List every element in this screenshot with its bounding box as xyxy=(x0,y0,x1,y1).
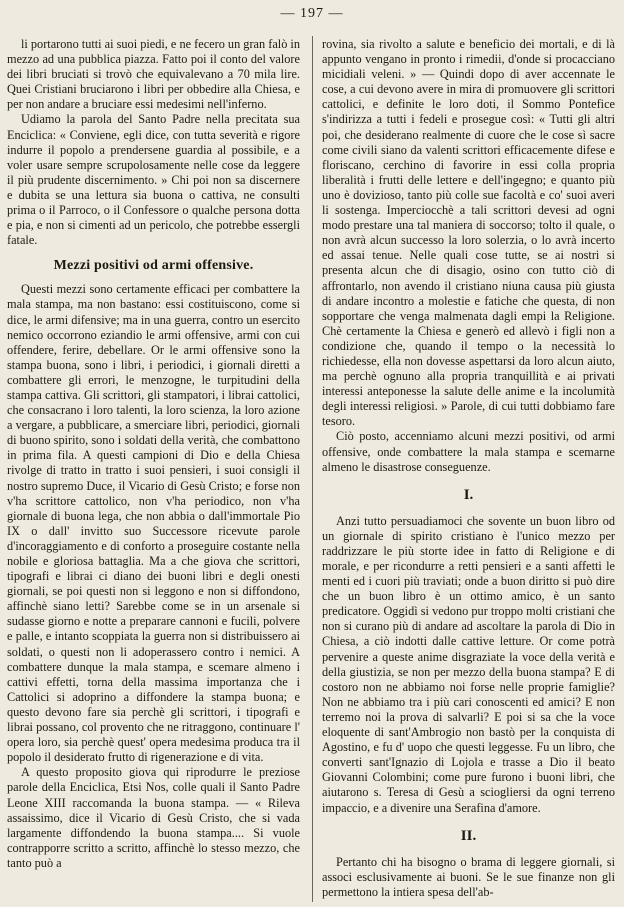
paragraph: rovina, sia rivolto a salute e beneficio dei mortali, e di là appunto vengano in pronto i rimedii, d'onde si procacciano micidiali veleni. » — Quindi dopo di aver accennate le cose, a cui devono avere in mira di promuovere gli scrittori cattolici, e definite le loro doti, il Sommo Pontefice s'indirizza a tutti i fedeli e prosegue così: « Tutti gli altri poi, che desiderano realmente di cuore che le cose sì sacre come civili siano da valenti scrittori efficacemente difese e floriscano, cerchino di favorire in essi colla propria liberalità i frutti delle lettere e dell'ingegno; e quanto più uno è dovizioso, tanto più colle sue facoltà e co' suoi averi li sostenga. Imperciocchè a tali scrittori devesi ad ogni modo prestare una tal maniera di soccorso; tolto il quale, o non avrà alcun successo la loro solerzia, o lo avrà incerto ed assai tenue. Nelle quali cose tutte, se ai nostri si presenta alcun che di disagio, osino con tutto ciò di affrontarlo, non avendo il cristiano niuna causa più giusta di andare incontro a molestie e fatiche che questa, di non sopportare che venga malmenata dagli empi la Religione. Chè certamente la Chiesa e generò ed allevò i figli non a condizione che, quando il tempo o la necessità lo richiedesse, ella non dovesse aspettarsi da loro alcun aiuto, ma perchè ognuno alla propria tranquillità e ai privati interessi anteponesse la salute delle anime e la incolumità degli interessi religiosi. » Parole, di cui tutti dobbiamo fare tesoro. xyxy=(322,37,615,429)
section-heading: Mezzi positivi od armi offensive. xyxy=(53,258,254,274)
section-number: II. xyxy=(460,827,477,844)
column-divider xyxy=(312,36,313,902)
paragraph: Questi mezzi sono certamente efficaci per combattere la mala stampa, ma non bastano: essi costituiscono, come si dice, le armi difensive; ma in una guerra, contro un esercito nemico occorrono eziandio le armi offensive, armi con cui offendere, ferire, debellare. Or le armi offensive sono la stampa buona, sono i libri, i periodici, i giornali diretti a combattere gli errori, le menzogne, le turpitudini della stampa cattiva. Gli scrittori, gli stampatori, i librai cattolici, che consacrano i loro talenti, la loro scienza, la loro azione a vergare, a pubblicare, a smerciare libri, periodici, giornali di buono spirito, sono i soldati della verità, che combattono in prima fila. A questi campioni di Dio e della Chiesa rivolge di tratto in tratto i suoi pensieri, i suoi consigli il nostro supremo Duce, il Vicario di Gesù Cristo; e forse non v'ha scrittore cattolico, non v'ha periodico, non v'ha giornale di buona lega, che non abbia o dall'immortale Pio IX o dall' invitto suo Successore ricevute parole d'incoraggiamento e di conforto a proseguire costante nella nobile e gloriosa battaglia. Ma a che giova che scrittori, tipografi e librai ci diano dei buoni libri e degli onesti giornali, se poi questi non si leggono e non si diffondono, affinchè siano letti? Sarebbe come se in un arsenale si sudasse giorno e notte a preparare cannoni e fucili, polvere e palle, e intanto scoppiata la guerra non si distribuissero ai soldati, o questi non li adoperassero contro i nemici. A combattere dunque la mala stampa, e scemare almeno i cattivi effetti, torna della massima importanza che i Cattolici si adoprino a diffondere la stampa buona; e questo devono fare sia perchè gli scrittori, i tipografi e librai possano, col provento che ne ritraggono, continuare l' opera loro, sia perchè quest' opera medesima produca tra il popolo il desiderato frutto di rigenerazione e di vita. xyxy=(7,282,300,765)
left-column xyxy=(7,37,300,902)
paragraph: Anzi tutto persuadiamoci che sovente un buon libro od un giornale di spirito cristiano è l'unico mezzo per raddrizzare le più storte idee in fatto di Religione e di morale, e per ricondurre a retti pensieri e a santi affetti le menti ed i cuori più traviati; onde a buon diritto si può dire che un buon libro è un ottimo amico, è un santo predicatore. Oggidì si vedono pur troppo molti cristiani che non si curano più di andare ad ascoltare la parola di Dio in Chiesa, a ciò indotti dalle cattive letture. Or come potrà pervenire a queste anime disgraziate la voce della verità e della giustizia, se non per mezzo della buona stampa? E di costoro non ne abbiamo noi forse nelle proprie famiglie? Non ne abbiamo tra i più cari conoscenti ed amici? E non terremo noi la prova di salvarli? E poi si sa che la voce eloquente di sant'Ambrogio non bastò per la conquista di Agostino, e fu d' uopo che questi leggesse. Fu un libro, che converti sant'Ignazio di Lojola e trasse a Dio il beato Giovanni Colombini; come pure furono i buoni libri, che aiutarono s. Teresa di Gesù a sciogliersi da ogni terreno impaccio, e a divenire una Serafina d'amore. xyxy=(322,513,615,815)
paragraph: Ciò posto, accenniamo alcuni mezzi positivi, od armi offensive, onde combattere la mala stampa e scemarne almeno le disastrose conseguenze. xyxy=(322,429,615,474)
paragraph: Udiamo la parola del Santo Padre nella precitata sua Enciclica: « Conviene, egli dice, con tutta severità e rigore indurre il popolo a prendersene guardia al possibile, e a voler usare sempre scrupolosamente nelle cose da leggere il più prudente discernimento. » Chi poi non sa discernere e dubita se una lettura sia buona o cattiva, ne consulti prima o il Parroco, o il Confessore o qualche persona dotta e pia, e non si cimenti ad un pericolo, che potrebbe essergli fatale. xyxy=(7,112,300,248)
section-number: I. xyxy=(463,486,474,503)
paragraph: Pertanto chi ha bisogno o brama di leggere giornali, si associ esclusivamente ai buoni. Se le sue finanze non gli permettono la intiera spesa dell'ab- xyxy=(322,854,615,899)
paragraph: li portarono tutti ai suoi piedi, e ne fecero un gran falò in mezzo ad una pubblica piazza. Fatto poi il conto del valore dei libri bruciati si trovò che equivalevano a 70 mila lire. Quei Cristiani bruciarono i libri per obbedire alla Chiesa, e per non andare a bruciare essi medesimi nell'inferno. xyxy=(7,37,300,112)
right-column xyxy=(322,37,615,902)
paragraph: A questo proposito giova qui riprodurre le preziose parole della Enciclica, Etsi Nos, colle quali il Santo Padre Leone XIII raccomanda la buona stampa. — « Rileva assaissimo, dice il Vicario di Gesù Cristo, che si vada largamente diffondendo la buona stampa.... Si vuole contrapporre scritto a scritto, affinchè lo stesso mezzo, che tanto può a xyxy=(7,765,300,870)
page-number: — 197 — xyxy=(280,6,344,21)
